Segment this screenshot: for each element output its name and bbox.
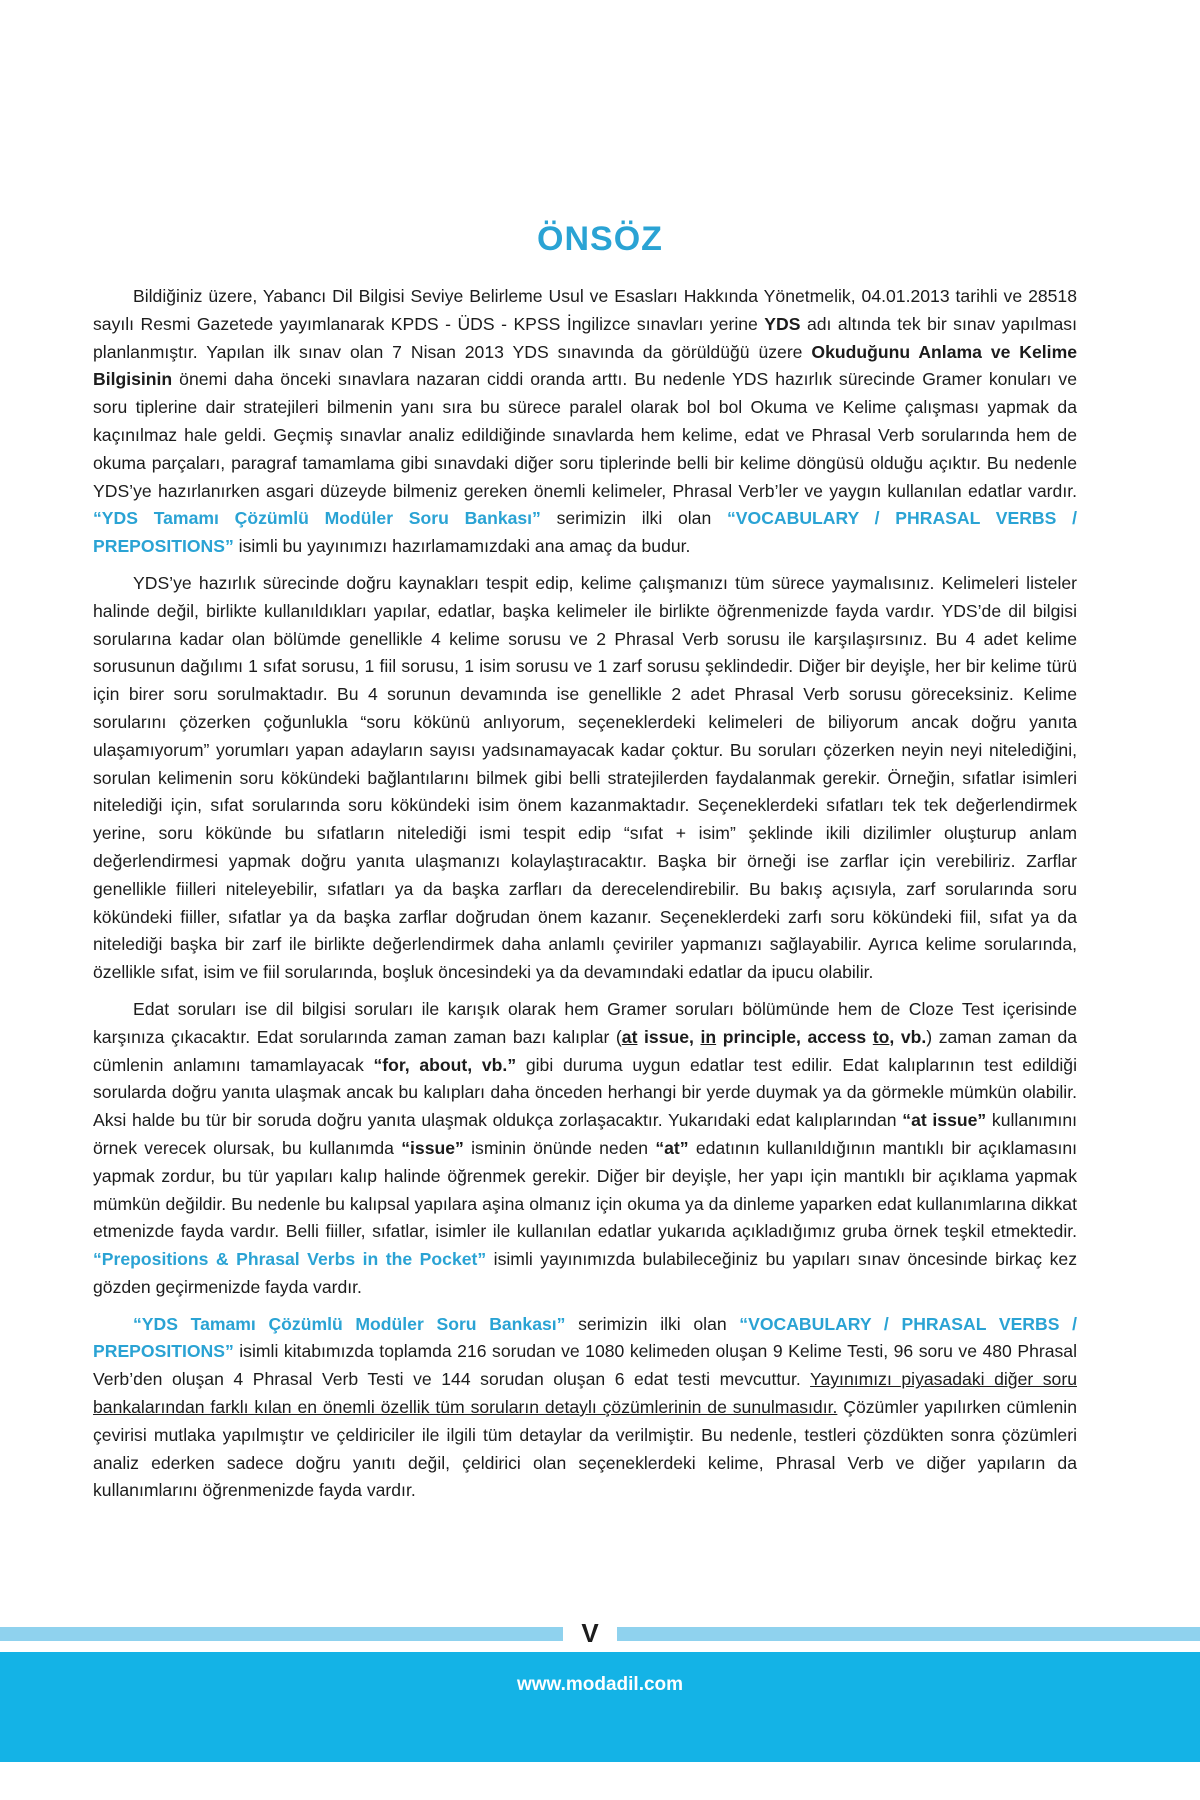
bold-text: “for, about, vb.”	[373, 1054, 517, 1075]
text: isminin önünde neden	[463, 1137, 656, 1158]
bold-text: Okuduğunu Anlama ve Kelime Bilgisinin	[93, 341, 1077, 390]
text: isimli bu yayınımızı hazırlamamızdaki ana amaç da budur.	[233, 536, 691, 557]
text: adı altında tek bir sınav yapılması planlanmıştır. Yapılan ilk sınav olan 7 Nisan 2013 YDS sınavında da görüldüğü üzere	[93, 313, 1077, 362]
highlight-text: “Prepositions & Phrasal Verbs in the Pocket”	[93, 1249, 487, 1270]
text: Bildiğiniz üzere, Yabancı Dil Bilgisi Seviye Belirleme Usul ve Esasları Hakkında Yönetmelik, 04.01.2013 tarihli ve 28518 sayılı Resmi Gazetede yayımlanarak KPDS - ÜDS - KPSS İngilizce sınavları yerine	[93, 286, 1077, 334]
bold-underlined-text: at	[621, 1026, 638, 1047]
underlined-text: Yayınımızı piyasadaki diğer soru bankalarından farklı kılan en önemli özellik tüm soruların detaylı çözümlerinin de sunulmasıdır.	[93, 1369, 1077, 1418]
bold-text: principle, access	[716, 1026, 873, 1047]
bold-text: issue,	[637, 1026, 701, 1047]
text: önemi daha önceki sınavlara nazaran ciddi oranda arttı. Bu nedenle YDS hazırlık sürecinde Gramer konuları ve soru tiplerine dair stratejileri bilmenin yanı sıra bu sürece paralel olarak bol bol Okuma ve Kelime çalışması yapmak da kaçınılmaz hale geldi. Geçmiş sınavlar analiz edildiğinde sınavlarda hem kelime, edat ve Phrasal Verb sorularında hem de okuma parçaları, paragraf tamamlama gibi sınavdaki diğer soru tiplerinde belli bir kelime döngüsü olduğu açıktır. Bu nedenle YDS’ye hazırlanırken asgari düzeyde bilmeniz gereken önemli kelimeler, Phrasal Verb’ler ve yaygın kullanılan edatlar vardır.	[93, 369, 1077, 501]
text: gibi duruma uygun edatlar test edilir. Edat kalıplarının test edildiği sorularda doğru yanıta ulaşmak ancak bu kalıpları daha önceden herhangi bir yerde duymak ya da görmekle mümkün olabilir. Aksi halde bu tür bir soruda doğru yanıta ulaşmak oldukça zorlaşacaktır. Yukarıdaki edat kalıplarından	[93, 1054, 1077, 1131]
text: ) zaman zaman da cümlenin anlamını tamamlayacak	[93, 1026, 1078, 1075]
preface-body	[93, 283, 1077, 1514]
page-number: V	[581, 1618, 599, 1648]
highlight-text: “YDS Tamamı Çözümlü Modüler Soru Bankası”	[93, 508, 541, 529]
footer-rule-left	[0, 1627, 563, 1641]
text: isimli kitabımızda toplamda 216 sorudan ve 1080 kelimeden oluşan 9 Kelime Testi, 96 soru ve 480 Phrasal Verb’den oluşan 4 Phrasal Verb Testi ve 144 sorudan oluşan 6 edat testi mevcuttur.	[93, 1341, 1077, 1390]
footer-website-link[interactable]: www.modadil.com	[516, 1674, 684, 1695]
bold-text: “issue”	[401, 1137, 464, 1158]
bold-underlined-text: in	[700, 1026, 717, 1047]
text: Edat soruları ise dil bilgisi soruları ile karışık olarak hem Gramer soruları bölümünde hem de Cloze Test içerisinde karşınıza çıkacaktır. Edat sorularında zaman zaman bazı kalıplar (	[93, 998, 1077, 1047]
highlight-text: “VOCABULARY / PHRASAL VERBS / PREPOSITIONS”	[93, 508, 1077, 557]
paragraph-1	[93, 283, 1077, 561]
highlight-text: “VOCABULARY / PHRASAL VERBS / PREPOSITIONS”	[93, 1313, 1077, 1362]
text: serimizin ilki olan	[540, 508, 727, 529]
bold-text: “at”	[655, 1137, 689, 1158]
paragraph-4	[93, 1311, 1077, 1506]
paragraph-2	[93, 570, 1077, 987]
highlight-text: “YDS Tamamı Çözümlü Modüler Soru Bankası”	[133, 1313, 566, 1334]
bold-text: YDS	[764, 313, 801, 334]
bold-text: , vb.	[889, 1026, 927, 1047]
text: kullanımını örnek verecek olursak, bu kullanımda	[93, 1110, 1078, 1158]
paragraph-3	[93, 996, 1077, 1302]
bold-text: “at issue”	[902, 1110, 987, 1131]
text: isimli yayınımızda bulabileceğiniz bu yapıları sınav öncesinde birkaç kez gözden geçirmenizde fayda vardır.	[93, 1249, 1077, 1297]
text: edatının kullanıldığının mantıklı bir açıklamasını yapmak zordur, bu tür yapıları kalıp halinde öğrenmek gerekir. Diğer bir deyişle, her yapı için mantıklı bir açıklama yapmak mümkün değildir. Bu nedenle bu kalıpsal yapılara aşina olmanız için okuma ya da dinleme yaparken edat kullanımlarına dikkat etmenizde fayda vardır. Belli fiiller, sıfatlar, isimler ile kullanılan edatlar yukarıda açıkladığımız gruba örnek teşkil etmektedir.	[93, 1137, 1078, 1242]
text: Çözümler yapılırken cümlenin çevirisi mutlaka yapılmıştır ve çeldiriciler ile ilgili tüm detaylar da verilmiştir. Bu nedenle, testleri çözdükten sonra çözümleri analiz ederken sadece doğru yanıtı değil, çeldirici olan seçeneklerdeki kelime, Phrasal Verb ve diğer yapıların da kullanımlarını öğrenmenizde fayda vardır.	[93, 1397, 1077, 1501]
bold-underlined-text: to	[872, 1026, 890, 1047]
text: serimizin ilki olan	[565, 1313, 740, 1334]
text: YDS’ye hazırlık sürecinde doğru kaynakları tespit edip, kelime çalışmanızı tüm sürece yaymalısınız. Kelimeleri listeler halinde değil, birlikte kullanıldıkları yapılar, edatlar, başka kelimeler ile birlikte öğrenmenizde fayda vardır. YDS’de dil bilgisi sorularına kadar olan bölümde genellikle 4 kelime sorusu ve 2 Phrasal Verb sorusu ile karşılaşırsınız. Bu 4 adet kelime sorusunun dağılımı 1 sıfat sorusu, 1 fiil sorusu, 1 isim sorusu ve 1 zarf sorusu şeklindedir. Diğer bir deyişle, her bir kelime türü için birer soru sorulmaktadır. Bu 4 sorunun devamında ise genellikle 2 adet Phrasal Verb sorusu göreceksiniz. Kelime sorularını çözerken çoğunlukla “soru kökünü anlıyorum, seçeneklerdeki kelimeleri de biliyorum ancak doğru yanıta ulaşamıyorum” yorumları yapan adayların sayısı yadsınamayacak kadar çoktur. Bu soruları çözerken neyin neyi nitelediğini, sorulan kelimenin soru kökündeki bağlantılarını bilmek gibi belli stratejilerden faydalanmak gerekir. Örneğin, sıfatlar isimleri nitelediği için, sıfat sorularında soru kökündeki isim önem kazanmaktadır. Seçeneklerdeki sıfatları tek tek değerlendirmek yerine, soru kökünde bu sıfatların nitelediği ismi tespit edip “sıfat + isim” şeklinde ikili dizilimler oluşturup anlam değerlendirmesi yapmak doğru yanıta ulaşmanızı kolaylaştıracaktır. Başka bir örneği ise zarflar için verebiliriz. Zarflar genellikle fiilleri niteleyebilir, sıfatları ya da başka zarfları da derecelendirebilir. Bu bakış açısıyla, zarf sorularında soru kökündeki fiiller, sıfatlar ya da başka zarflar doğrudan önem kazanır. Seçeneklerdeki zarfı soru kökündeki fiil, sıfat ya da nitelediği başka bir zarf ile birlikte değerlendirmek daha anlamlı çeviriler yapmanızı sağlayabilir. Ayrıca kelime sorularında, özellikle sıfat, isim ve fiil sorularında, boşluk öncesindeki ya da devamındaki edatlar da ipucu olabilir.	[93, 572, 1077, 983]
footer-band	[0, 1652, 1200, 1762]
footer-rule-right	[617, 1627, 1200, 1641]
page-title: ÖNSÖZ	[537, 220, 663, 258]
